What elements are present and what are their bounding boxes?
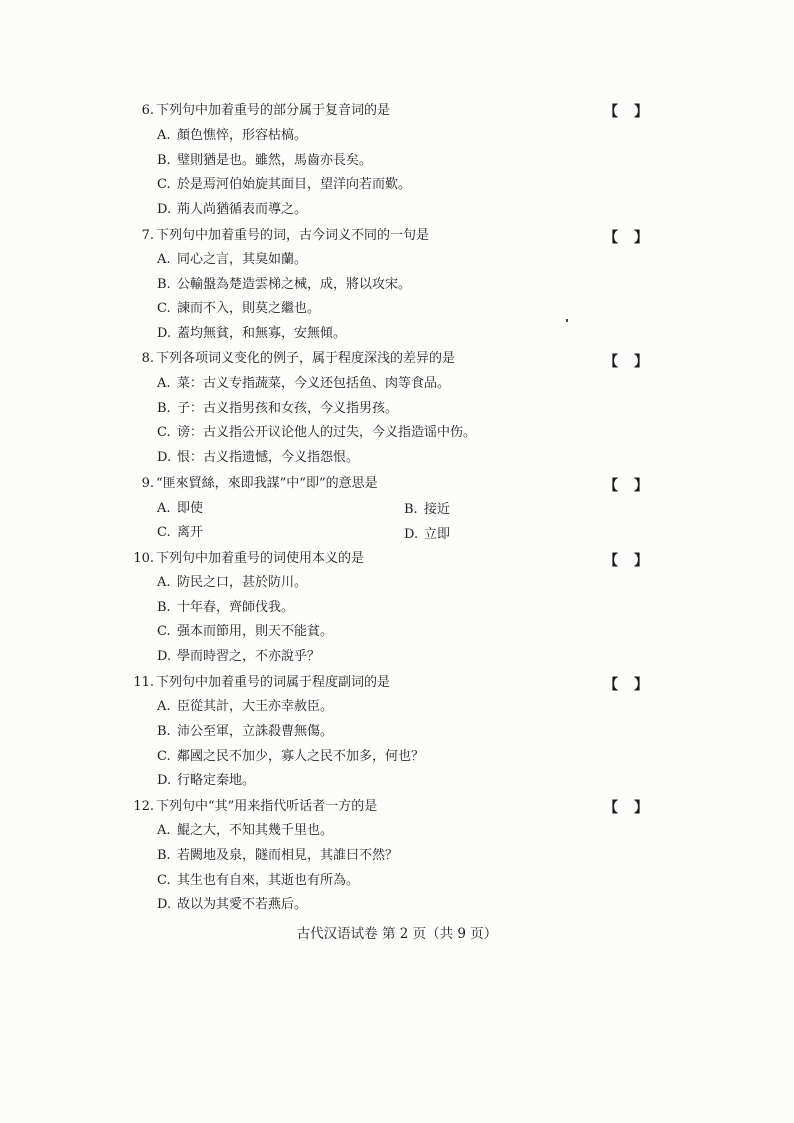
question-10-option-a: A. 防民之口，甚於防川。	[157, 575, 308, 590]
question-9-option-d: D. 立即	[404, 527, 451, 542]
scan-speck	[566, 319, 568, 322]
question-12-option-a: A. 鯤之大，不知其幾千里也。	[157, 823, 334, 838]
question-6-stem: 6. 下列句中加着重号的部分属于复音词的是	[141, 103, 391, 118]
answer-bracket-6: 【 】	[604, 104, 648, 120]
question-11-option-a: A. 臣從其計，大王亦幸赦臣。	[157, 699, 334, 714]
question-6-option-d: D. 荊人尚猶循表而導之。	[157, 202, 308, 217]
question-11-option-c: C. 鄰國之民不加少，寡人之民不加多，何也？	[157, 749, 425, 764]
question-8-option-a: A. 菜：古义专指蔬菜，今义还包括鱼、肉等食品。	[157, 376, 451, 391]
question-10-option-d: D. 學而時習之，不亦說乎？	[157, 649, 321, 664]
answer-bracket-8: 【 】	[604, 354, 648, 370]
question-9-option-c: C. 离开	[157, 525, 204, 540]
question-7-option-a: A. 同心之言，其臭如蘭。	[157, 252, 308, 267]
answer-bracket-9: 【 】	[604, 478, 648, 494]
question-10-option-b: B. 十年春，齊師伐我。	[157, 600, 295, 615]
question-8-option-c: C. 谤：古义指公开议论他人的过失，今义指造谣中伤。	[157, 425, 477, 440]
question-12-option-b: B. 若闕地及泉，隧而相見，其誰曰不然？	[157, 848, 399, 863]
question-6-option-b: B. 璧則猶是也。雖然，馬齒亦長矣。	[157, 153, 373, 168]
question-7-option-b: B. 公輸盤為楚造雲梯之械，成，將以攻宋。	[157, 277, 412, 292]
question-12-stem: 12. 下列句中“其”用来指代听话者一方的是	[133, 799, 378, 814]
page-footer: 古代汉语试卷 第 2 页（共 9 页）	[296, 926, 498, 942]
answer-bracket-11: 【 】	[604, 677, 648, 693]
question-11-option-d: D. 行略定秦地。	[157, 773, 256, 788]
question-11-option-b: B. 沛公至軍，立誅殺曹無傷。	[157, 724, 334, 739]
answer-bracket-7: 【 】	[604, 230, 648, 246]
answer-bracket-10: 【 】	[604, 553, 648, 569]
question-12-option-d: D. 故以为其愛不若燕后。	[157, 897, 308, 912]
question-8-option-d: D. 恨：古义指遗憾，今义指怨恨。	[157, 450, 360, 465]
question-9-stem: 9. “匪來貿絲，來即我謀”中“即”的意思是	[141, 476, 378, 491]
question-10-option-c: C. 强本而節用，則天不能貧。	[157, 624, 334, 639]
question-10-stem: 10. 下列句中加着重号的词使用本义的是	[133, 551, 365, 566]
question-12-option-c: C. 其生也有自來，其逝也有所為。	[157, 873, 360, 888]
question-9-option-a: A. 即使	[157, 501, 204, 516]
question-6-option-c: C. 於是焉河伯始旋其面目，望洋向若而歎。	[157, 177, 412, 192]
question-6-option-a: A. 顏色憔悴，形容枯槁。	[157, 128, 308, 143]
question-7-option-d: D. 蓋均無貧，和無寡，安無傾。	[157, 326, 347, 341]
question-7-stem: 7. 下列句中加着重号的词，古今词义不同的一句是	[141, 228, 430, 243]
question-11-stem: 11. 下列句中加着重号的词属于程度副词的是	[133, 675, 391, 690]
question-8-stem: 8. 下列各项词义变化的例子，属于程度深浅的差异的是	[141, 351, 456, 366]
question-7-option-c: C. 諫而不入，則莫之繼也。	[157, 301, 321, 316]
answer-bracket-12: 【 】	[604, 800, 648, 816]
question-9-option-b: B. 接近	[404, 502, 451, 517]
question-8-option-b: B. 子：古义指男孩和女孩，今义指男孩。	[157, 401, 399, 416]
